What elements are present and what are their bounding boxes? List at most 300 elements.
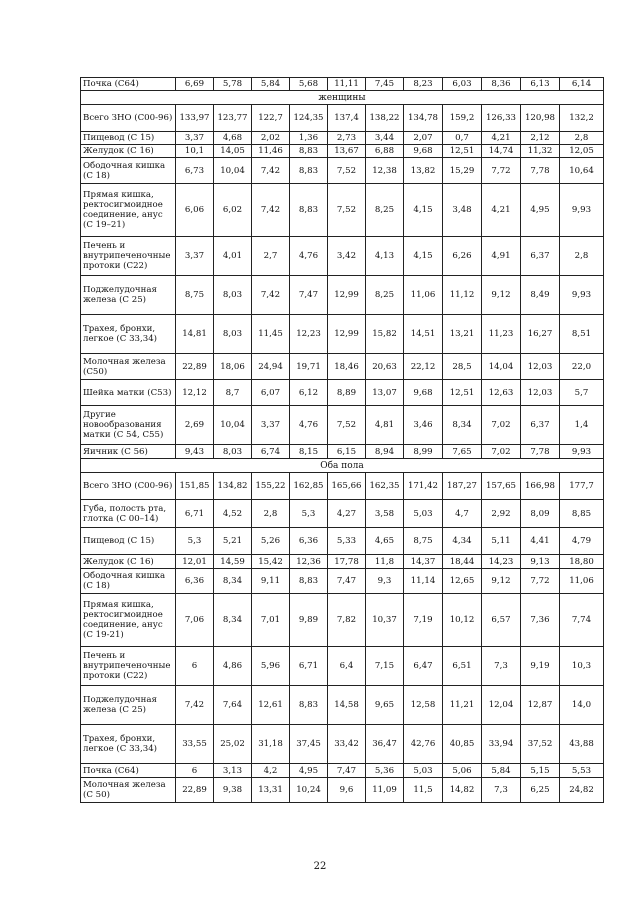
value-cell: 162,35: [366, 473, 404, 500]
value-cell: 8,83: [290, 145, 328, 158]
value-cell: 17,78: [328, 555, 366, 569]
value-cell: 4,2: [252, 764, 290, 778]
value-cell: 12,51: [443, 145, 482, 158]
value-cell: 12,38: [366, 158, 404, 184]
value-cell: 8,03: [214, 276, 252, 315]
value-cell: 8,83: [290, 184, 328, 237]
table-row: [81, 105, 604, 132]
value-cell: 11,14: [404, 569, 443, 594]
value-cell: 4,52: [214, 500, 252, 528]
value-cell: 6,26: [443, 237, 482, 276]
row-label: Почка (С64): [81, 764, 176, 778]
value-cell: 11,5: [404, 778, 443, 803]
value-cell: 7,3: [482, 647, 521, 686]
value-cell: 14,37: [404, 555, 443, 569]
value-cell: 24,82: [560, 778, 604, 803]
row-label: Пищевод (С 15): [81, 528, 176, 555]
value-cell: 4,21: [482, 184, 521, 237]
value-cell: 8,09: [521, 500, 560, 528]
value-cell: 2,07: [404, 132, 443, 145]
row-label: Яичник (С 56): [81, 445, 176, 459]
value-cell: 22,89: [176, 354, 214, 380]
table-row: [81, 276, 604, 315]
value-cell: 8,83: [290, 158, 328, 184]
value-cell: 4,27: [328, 500, 366, 528]
value-cell: 5,84: [482, 764, 521, 778]
value-cell: 5,78: [214, 78, 252, 91]
row-label: Всего ЗНО (С00-96): [81, 473, 176, 500]
value-cell: 8,03: [214, 445, 252, 459]
value-cell: 10,12: [443, 594, 482, 647]
value-cell: 8,25: [366, 276, 404, 315]
value-cell: 134,82: [214, 473, 252, 500]
value-cell: 3,46: [404, 406, 443, 445]
value-cell: 3,58: [366, 500, 404, 528]
value-cell: 12,36: [290, 555, 328, 569]
value-cell: 18,06: [214, 354, 252, 380]
value-cell: 3,37: [176, 132, 214, 145]
value-cell: 6,37: [521, 237, 560, 276]
value-cell: 6,71: [176, 500, 214, 528]
value-cell: 4,34: [443, 528, 482, 555]
value-cell: 6,73: [176, 158, 214, 184]
value-cell: 8,7: [214, 380, 252, 406]
value-cell: 5,68: [290, 78, 328, 91]
value-cell: 12,01: [176, 555, 214, 569]
value-cell: 43,88: [560, 725, 604, 764]
value-cell: 10,64: [560, 158, 604, 184]
table-row: [81, 445, 604, 459]
value-cell: 6,69: [176, 78, 214, 91]
value-cell: 120,98: [521, 105, 560, 132]
value-cell: 8,49: [521, 276, 560, 315]
value-cell: 166,98: [521, 473, 560, 500]
value-cell: 124,35: [290, 105, 328, 132]
table-row: [81, 647, 604, 686]
value-cell: 6,02: [214, 184, 252, 237]
value-cell: 8,25: [366, 184, 404, 237]
value-cell: 14,23: [482, 555, 521, 569]
table-row: [81, 354, 604, 380]
value-cell: 14,82: [443, 778, 482, 803]
value-cell: 5,7: [560, 380, 604, 406]
incidence-table: [80, 77, 604, 803]
value-cell: 10,24: [290, 778, 328, 803]
value-cell: 4,86: [214, 647, 252, 686]
value-cell: 9,89: [290, 594, 328, 647]
value-cell: 2,12: [521, 132, 560, 145]
row-label: Печень и внутрипеченочные протоки (С22): [81, 237, 176, 276]
value-cell: 3,44: [366, 132, 404, 145]
value-cell: 157,65: [482, 473, 521, 500]
value-cell: 6,88: [366, 145, 404, 158]
value-cell: 1,36: [290, 132, 328, 145]
value-cell: 11,12: [443, 276, 482, 315]
value-cell: 7,52: [328, 158, 366, 184]
value-cell: 9,19: [521, 647, 560, 686]
value-cell: 4,21: [482, 132, 521, 145]
value-cell: 171,42: [404, 473, 443, 500]
value-cell: 7,02: [482, 445, 521, 459]
value-cell: 24,94: [252, 354, 290, 380]
value-cell: 9,93: [560, 276, 604, 315]
value-cell: 159,2: [443, 105, 482, 132]
value-cell: 12,63: [482, 380, 521, 406]
value-cell: 16,27: [521, 315, 560, 354]
value-cell: 8,89: [328, 380, 366, 406]
section-header-row: [81, 459, 604, 473]
value-cell: 7,19: [404, 594, 443, 647]
value-cell: 5,06: [443, 764, 482, 778]
value-cell: 7,78: [521, 158, 560, 184]
value-cell: 6,36: [290, 528, 328, 555]
value-cell: 12,65: [443, 569, 482, 594]
table-row: [81, 555, 604, 569]
value-cell: 8,23: [404, 78, 443, 91]
table-row: [81, 725, 604, 764]
value-cell: 7,74: [560, 594, 604, 647]
value-cell: 5,11: [482, 528, 521, 555]
value-cell: 13,67: [328, 145, 366, 158]
row-label: Поджелудочная железа (С 25): [81, 686, 176, 725]
value-cell: 4,91: [482, 237, 521, 276]
value-cell: 4,76: [290, 406, 328, 445]
value-cell: 7,01: [252, 594, 290, 647]
section-title: Оба пола: [81, 459, 604, 473]
value-cell: 36,47: [366, 725, 404, 764]
value-cell: 6: [176, 764, 214, 778]
value-cell: 13,31: [252, 778, 290, 803]
value-cell: 6,15: [328, 445, 366, 459]
value-cell: 9,12: [482, 276, 521, 315]
value-cell: 14,0: [560, 686, 604, 725]
row-label: Молочная железа (С50): [81, 354, 176, 380]
table-row: [81, 315, 604, 354]
value-cell: 20,63: [366, 354, 404, 380]
value-cell: 4,41: [521, 528, 560, 555]
value-cell: 8,34: [214, 569, 252, 594]
table-row: [81, 145, 604, 158]
value-cell: 40,85: [443, 725, 482, 764]
value-cell: 22,89: [176, 778, 214, 803]
value-cell: 7,82: [328, 594, 366, 647]
value-cell: 6,36: [176, 569, 214, 594]
value-cell: 138,22: [366, 105, 404, 132]
value-cell: 11,45: [252, 315, 290, 354]
value-cell: 9,65: [366, 686, 404, 725]
value-cell: 4,76: [290, 237, 328, 276]
page-number: 22: [313, 861, 327, 872]
value-cell: 5,15: [521, 764, 560, 778]
value-cell: 31,18: [252, 725, 290, 764]
value-cell: 7,42: [252, 158, 290, 184]
value-cell: 37,45: [290, 725, 328, 764]
value-cell: 6,07: [252, 380, 290, 406]
value-cell: 10,3: [560, 647, 604, 686]
value-cell: 6,71: [290, 647, 328, 686]
table-row: [81, 184, 604, 237]
value-cell: 15,29: [443, 158, 482, 184]
table-body: [81, 78, 604, 803]
row-label: Прямая кишка, ректосигмоидное соединение, анус (С 19–21): [81, 184, 176, 237]
row-label: Печень и внутрипеченочные протоки (С22): [81, 647, 176, 686]
value-cell: 9,93: [560, 184, 604, 237]
value-cell: 7,15: [366, 647, 404, 686]
value-cell: 22,0: [560, 354, 604, 380]
value-cell: 4,15: [404, 184, 443, 237]
table-row: [81, 778, 604, 803]
value-cell: 6,37: [521, 406, 560, 445]
value-cell: 8,34: [443, 406, 482, 445]
value-cell: 126,33: [482, 105, 521, 132]
value-cell: 1,4: [560, 406, 604, 445]
value-cell: 6: [176, 647, 214, 686]
value-cell: 12,05: [560, 145, 604, 158]
value-cell: 12,03: [521, 354, 560, 380]
value-cell: 7,47: [328, 569, 366, 594]
value-cell: 12,99: [328, 315, 366, 354]
value-cell: 7,36: [521, 594, 560, 647]
value-cell: 12,58: [404, 686, 443, 725]
value-cell: 7,64: [214, 686, 252, 725]
value-cell: 8,83: [290, 569, 328, 594]
row-label: Трахея, бронхи, легкое (С 33,34): [81, 725, 176, 764]
value-cell: 11,21: [443, 686, 482, 725]
table-row: [81, 473, 604, 500]
row-label: Трахея, бронхи, легкое (С 33,34): [81, 315, 176, 354]
value-cell: 18,80: [560, 555, 604, 569]
table-row: [81, 158, 604, 184]
value-cell: 9,11: [252, 569, 290, 594]
value-cell: 14,81: [176, 315, 214, 354]
value-cell: 122,7: [252, 105, 290, 132]
value-cell: 7,52: [328, 406, 366, 445]
value-cell: 3,37: [252, 406, 290, 445]
value-cell: 12,99: [328, 276, 366, 315]
value-cell: 7,42: [176, 686, 214, 725]
value-cell: 19,71: [290, 354, 328, 380]
value-cell: 7,72: [482, 158, 521, 184]
value-cell: 12,61: [252, 686, 290, 725]
value-cell: 15,42: [252, 555, 290, 569]
value-cell: 2,92: [482, 500, 521, 528]
value-cell: 2,8: [560, 237, 604, 276]
value-cell: 11,23: [482, 315, 521, 354]
value-cell: 9,13: [521, 555, 560, 569]
value-cell: 3,37: [176, 237, 214, 276]
value-cell: 4,79: [560, 528, 604, 555]
value-cell: 177,7: [560, 473, 604, 500]
value-cell: 8,03: [214, 315, 252, 354]
value-cell: 4,95: [521, 184, 560, 237]
value-cell: 11,8: [366, 555, 404, 569]
value-cell: 14,58: [328, 686, 366, 725]
value-cell: 2,8: [252, 500, 290, 528]
value-cell: 187,27: [443, 473, 482, 500]
table-row: [81, 132, 604, 145]
value-cell: 8,83: [290, 686, 328, 725]
table-row: [81, 237, 604, 276]
value-cell: 155,22: [252, 473, 290, 500]
value-cell: 10,04: [214, 158, 252, 184]
value-cell: 165,66: [328, 473, 366, 500]
value-cell: 7,02: [482, 406, 521, 445]
row-label: Пищевод (С 15): [81, 132, 176, 145]
value-cell: 33,55: [176, 725, 214, 764]
value-cell: 9,93: [560, 445, 604, 459]
value-cell: 4,15: [404, 237, 443, 276]
value-cell: 18,44: [443, 555, 482, 569]
table-row: [81, 764, 604, 778]
value-cell: 151,85: [176, 473, 214, 500]
row-label: Ободочная кишка (С 18): [81, 569, 176, 594]
value-cell: 14,05: [214, 145, 252, 158]
table-row: [81, 528, 604, 555]
table-row: [81, 686, 604, 725]
value-cell: 8,94: [366, 445, 404, 459]
value-cell: 33,94: [482, 725, 521, 764]
value-cell: 6,25: [521, 778, 560, 803]
value-cell: 3,42: [328, 237, 366, 276]
value-cell: 8,51: [560, 315, 604, 354]
value-cell: 6,13: [521, 78, 560, 91]
value-cell: 137,4: [328, 105, 366, 132]
value-cell: 8,75: [404, 528, 443, 555]
value-cell: 123,77: [214, 105, 252, 132]
value-cell: 42,76: [404, 725, 443, 764]
value-cell: 7,3: [482, 778, 521, 803]
value-cell: 7,06: [176, 594, 214, 647]
row-label: Губа, полость рта, глотка (С 00–14): [81, 500, 176, 528]
value-cell: 8,85: [560, 500, 604, 528]
value-cell: 8,99: [404, 445, 443, 459]
value-cell: 4,65: [366, 528, 404, 555]
value-cell: 5,53: [560, 764, 604, 778]
value-cell: 7,65: [443, 445, 482, 459]
value-cell: 12,12: [176, 380, 214, 406]
value-cell: 3,48: [443, 184, 482, 237]
table-row: [81, 78, 604, 91]
value-cell: 12,23: [290, 315, 328, 354]
value-cell: 134,78: [404, 105, 443, 132]
row-label: Молочная железа (С 50): [81, 778, 176, 803]
value-cell: 9,6: [328, 778, 366, 803]
value-cell: 6,74: [252, 445, 290, 459]
row-label: Всего ЗНО (С00-96): [81, 105, 176, 132]
value-cell: 132,2: [560, 105, 604, 132]
value-cell: 4,81: [366, 406, 404, 445]
row-label: Шейка матки (С53): [81, 380, 176, 406]
value-cell: 2,73: [328, 132, 366, 145]
value-cell: 8,36: [482, 78, 521, 91]
value-cell: 11,11: [328, 78, 366, 91]
value-cell: 7,47: [290, 276, 328, 315]
value-cell: 6,12: [290, 380, 328, 406]
value-cell: 6,57: [482, 594, 521, 647]
value-cell: 13,07: [366, 380, 404, 406]
value-cell: 7,78: [521, 445, 560, 459]
value-cell: 2,02: [252, 132, 290, 145]
value-cell: 9,68: [404, 145, 443, 158]
table-row: [81, 569, 604, 594]
row-label: Ободочная кишка (С 18): [81, 158, 176, 184]
table-row: [81, 594, 604, 647]
value-cell: 7,42: [252, 276, 290, 315]
table-row: [81, 406, 604, 445]
value-cell: 5,03: [404, 764, 443, 778]
value-cell: 12,03: [521, 380, 560, 406]
value-cell: 5,21: [214, 528, 252, 555]
value-cell: 14,04: [482, 354, 521, 380]
value-cell: 11,09: [366, 778, 404, 803]
value-cell: 28,5: [443, 354, 482, 380]
value-cell: 4,13: [366, 237, 404, 276]
value-cell: 6,06: [176, 184, 214, 237]
value-cell: 4,7: [443, 500, 482, 528]
value-cell: 7,72: [521, 569, 560, 594]
value-cell: 7,45: [366, 78, 404, 91]
value-cell: 5,3: [176, 528, 214, 555]
value-cell: 25,02: [214, 725, 252, 764]
value-cell: 162,85: [290, 473, 328, 500]
value-cell: 3,13: [214, 764, 252, 778]
section-title: женщины: [81, 91, 604, 105]
value-cell: 15,82: [366, 315, 404, 354]
value-cell: 10,04: [214, 406, 252, 445]
value-cell: 4,68: [214, 132, 252, 145]
value-cell: 7,47: [328, 764, 366, 778]
section-header-row: [81, 91, 604, 105]
value-cell: 9,43: [176, 445, 214, 459]
value-cell: 5,96: [252, 647, 290, 686]
table-row: [81, 380, 604, 406]
value-cell: 18,46: [328, 354, 366, 380]
value-cell: 133,97: [176, 105, 214, 132]
value-cell: 5,36: [366, 764, 404, 778]
value-cell: 12,87: [521, 686, 560, 725]
value-cell: 10,1: [176, 145, 214, 158]
value-cell: 14,74: [482, 145, 521, 158]
value-cell: 6,47: [404, 647, 443, 686]
value-cell: 11,06: [404, 276, 443, 315]
value-cell: 4,95: [290, 764, 328, 778]
value-cell: 11,46: [252, 145, 290, 158]
value-cell: 11,32: [521, 145, 560, 158]
value-cell: 37,52: [521, 725, 560, 764]
value-cell: 9,3: [366, 569, 404, 594]
value-cell: 7,42: [252, 184, 290, 237]
value-cell: 22,12: [404, 354, 443, 380]
value-cell: 9,12: [482, 569, 521, 594]
value-cell: 6,03: [443, 78, 482, 91]
value-cell: 2,7: [252, 237, 290, 276]
value-cell: 14,51: [404, 315, 443, 354]
value-cell: 8,75: [176, 276, 214, 315]
value-cell: 33,42: [328, 725, 366, 764]
value-cell: 9,38: [214, 778, 252, 803]
value-cell: 8,15: [290, 445, 328, 459]
value-cell: 5,84: [252, 78, 290, 91]
row-label: Поджелудочная железа (С 25): [81, 276, 176, 315]
value-cell: 12,51: [443, 380, 482, 406]
value-cell: 7,52: [328, 184, 366, 237]
value-cell: 0,7: [443, 132, 482, 145]
value-cell: 4,01: [214, 237, 252, 276]
row-label: Другие новообразования матки (С 54, С55): [81, 406, 176, 445]
value-cell: 2,8: [560, 132, 604, 145]
value-cell: 13,21: [443, 315, 482, 354]
value-cell: 8,34: [214, 594, 252, 647]
